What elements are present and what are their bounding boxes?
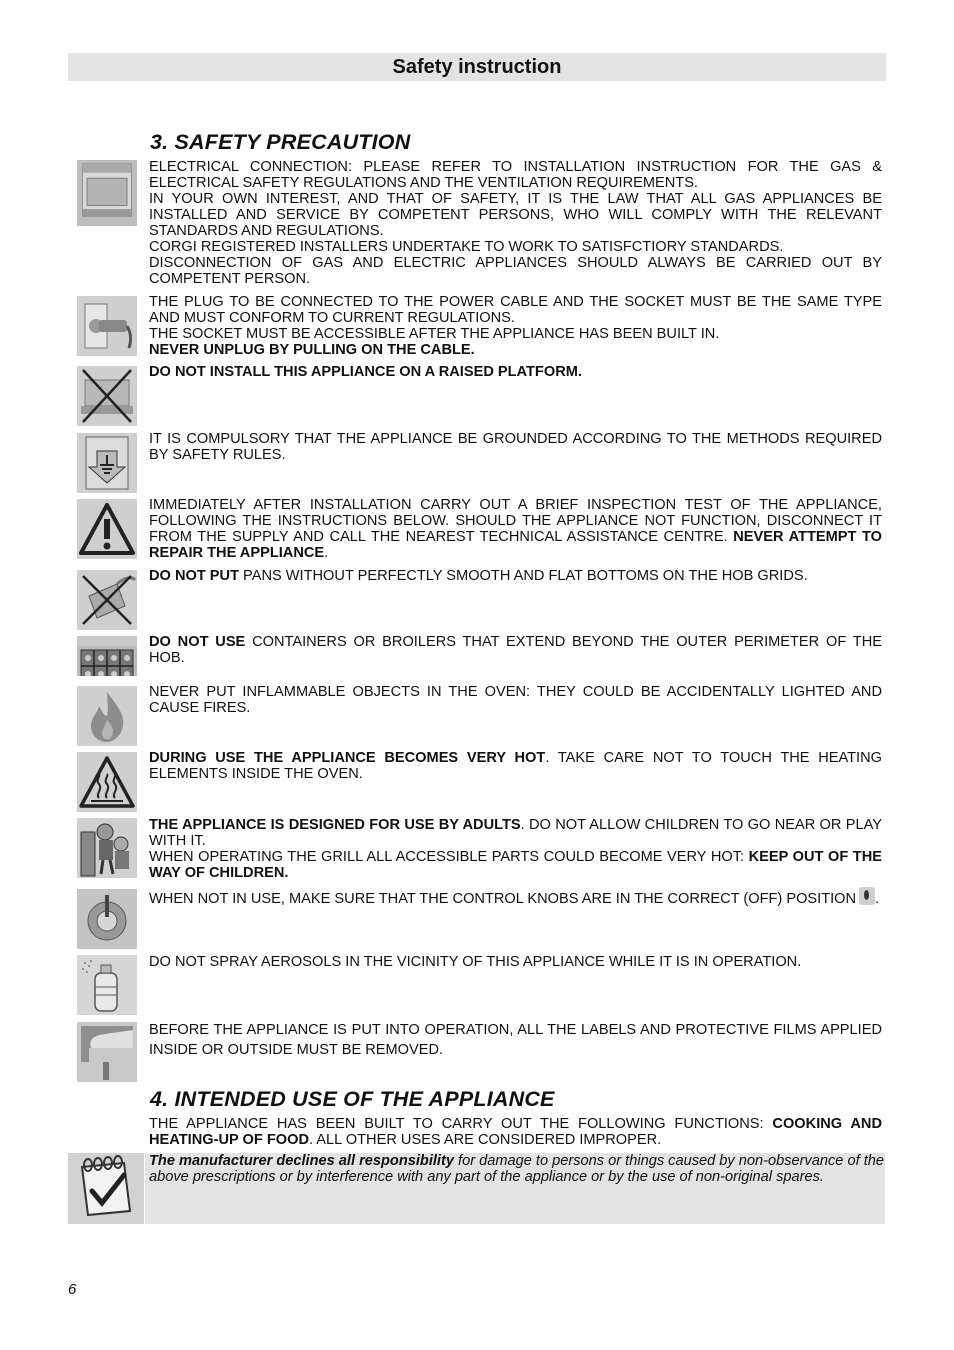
- intended-use-text: [149, 1116, 882, 1148]
- item-plug-socket: [149, 294, 882, 358]
- item-bold-text: THE APPLIANCE IS DESIGNED FOR USE BY ADULTS: [149, 817, 521, 833]
- hob-grid-icon: [77, 636, 137, 676]
- aerosol-icon: [77, 955, 137, 1015]
- item-children: [149, 817, 882, 881]
- item-no-platform: [149, 364, 882, 380]
- item-bold-text: COOKING AND HEATING-UP OF FOOD: [149, 1116, 883, 1148]
- item-no-pans: [149, 568, 882, 584]
- item-text: IT IS COMPULSORY THAT THE APPLIANCE BE GROUNDED ACCORDING TO THE METHODS REQUIRED BY SAFETY RULES.: [149, 431, 882, 463]
- item-bold-text: NEVER UNPLUG BY PULLING ON THE CABLE.: [149, 342, 475, 358]
- page-number: 6: [68, 1281, 77, 1298]
- item-text: BEFORE THE APPLIANCE IS PUT INTO OPERATION, ALL THE LABELS AND PROTECTIVE FILMS APPLIED INSIDE OR OUTSIDE MUST BE REMOVED.: [149, 1022, 882, 1058]
- item-bold-text: NEVER ATTEMPT TO REPAIR THE APPLIANCE: [149, 529, 882, 561]
- item-bold-text: DURING USE THE APPLIANCE BECOMES VERY HOT: [149, 750, 546, 766]
- disclaimer-text: [149, 1153, 884, 1185]
- item-grounding: [149, 431, 882, 463]
- item-text: . ALL OTHER USES ARE CONSIDERED IMPROPER.: [309, 1132, 662, 1148]
- hot-surface-icon: [77, 752, 137, 812]
- item-inflammable: [149, 684, 882, 716]
- item-text: DO NOT SPRAY AEROSOLS IN THE VICINITY OF THIS APPLIANCE WHILE IT IS IN OPERATION.: [149, 954, 802, 970]
- item-text: IMMEDIATELY AFTER INSTALLATION CARRY OUT A BRIEF INSPECTION TEST OF THE APPLIANCE, FOLLOWING THE INSTRUCTIONS BELOW. SHOULD THE APPLIANCE NOT FUNCTION, DISCONNECT IT FROM THE SUPPLY AND CALL THE NEAREST TECHNICAL ASSISTANCE CENTRE.: [149, 497, 882, 545]
- disclaimer-bold: The manufacturer declines all responsibility: [149, 1153, 454, 1169]
- disclaimer-body: for damage to persons or things caused by non-observance of the above prescriptions or by interference with any part of the appliance or by the use of non-original spares.: [149, 1153, 885, 1185]
- item-text: . TAKE CARE NOT TO TOUCH THE HEATING ELEMENTS INSIDE THE OVEN.: [149, 750, 882, 782]
- item-text: WHEN OPERATING THE GRILL ALL ACCESSIBLE PARTS COULD BECOME VERY HOT:: [149, 849, 749, 865]
- cooker-icon: [77, 160, 137, 226]
- item-text: WHEN NOT IN USE, MAKE SURE THAT THE CONTROL KNOBS ARE IN THE CORRECT (OFF) POSITION: [149, 891, 857, 907]
- item-text: THE PLUG TO BE CONNECTED TO THE POWER CABLE AND THE SOCKET MUST BE THE SAME TYPE AND MUST CONFORM TO CURRENT REGULATIONS.: [149, 294, 882, 326]
- item-text: CONTAINERS OR BROILERS THAT EXTEND BEYOND THE OUTER PERIMETER OF THE HOB.: [149, 634, 882, 666]
- item-bold-text: DO NOT USE: [149, 634, 246, 650]
- item-very-hot: [149, 750, 882, 782]
- no-platform-icon: [77, 366, 137, 426]
- children-icon: [77, 818, 137, 878]
- no-pan-icon: [77, 570, 137, 630]
- item-text: .: [875, 891, 880, 907]
- disclaimer-note: [68, 1153, 885, 1224]
- item-aerosols: [149, 954, 882, 970]
- flame-icon: [77, 686, 137, 746]
- item-bold-text: DO NOT INSTALL THIS APPLIANCE ON A RAISED PLATFORM.: [149, 364, 582, 380]
- item-text: .: [324, 545, 329, 561]
- control-knob-icon: [77, 889, 137, 949]
- item-text: IN YOUR OWN INTEREST, AND THAT OF SAFETY, IT IS THE LAW THAT ALL GAS APPLIANCES BE INSTALLED AND SERVICE BY COMPETENT PERSONS, WHO WILL COMPLY WITH THE RELEVANT STANDARDS AND REGULATIONS.: [149, 191, 882, 239]
- item-text: DISCONNECTION OF GAS AND ELECTRIC APPLIANCES SHOULD ALWAYS BE CARRIED OUT BY COMPETENT PERSON.: [149, 255, 882, 287]
- item-text: THE SOCKET MUST BE ACCESSIBLE AFTER THE APPLIANCE HAS BEEN BUILT IN.: [149, 326, 720, 342]
- item-bold-text: KEEP OUT OF THE WAY OF CHILDREN.: [149, 849, 882, 881]
- item-no-containers: [149, 634, 882, 666]
- protective-film-icon: [77, 1022, 137, 1082]
- header-bar: [68, 53, 886, 81]
- item-protective-films: [149, 1020, 882, 1060]
- item-text: THE APPLIANCE HAS BEEN BUILT TO CARRY OUT THE FOLLOWING FUNCTIONS:: [149, 1116, 773, 1132]
- item-electrical-connection: [149, 159, 882, 287]
- item-text: . DO NOT ALLOW CHILDREN TO GO NEAR OR PLAY WITH IT.: [149, 817, 883, 849]
- off-position-icon: [859, 887, 875, 905]
- plug-socket-icon: [77, 296, 137, 356]
- item-bold-text: DO NOT PUT: [149, 568, 239, 584]
- warning-icon: [77, 499, 137, 559]
- ground-icon: [77, 433, 137, 493]
- item-inspection-test: [149, 497, 882, 561]
- header-title: Safety instruction: [392, 56, 562, 78]
- item-control-knobs: [149, 887, 882, 911]
- item-text: CORGI REGISTERED INSTALLERS UNDERTAKE TO WORK TO SATISFCTIORY STANDARDS.: [149, 239, 784, 255]
- section-4-title: 4. INTENDED USE OF THE APPLIANCE: [150, 1087, 555, 1111]
- item-text: NEVER PUT INFLAMMABLE OBJECTS IN THE OVEN: THEY COULD BE ACCIDENTALLY LIGHTED AND CAUSE FIRES.: [149, 684, 882, 716]
- item-text: ELECTRICAL CONNECTION: PLEASE REFER TO INSTALLATION INSTRUCTION FOR THE GAS & ELECTRICAL SAFETY REGULATIONS AND THE VENTILATION REQUIREMENTS.: [149, 159, 882, 191]
- section-3-title: 3. SAFETY PRECAUTION: [150, 130, 411, 154]
- item-text: PANS WITHOUT PERFECTLY SMOOTH AND FLAT BOTTOMS ON THE HOB GRIDS.: [239, 568, 808, 584]
- checklist-notepad-icon: [68, 1153, 145, 1224]
